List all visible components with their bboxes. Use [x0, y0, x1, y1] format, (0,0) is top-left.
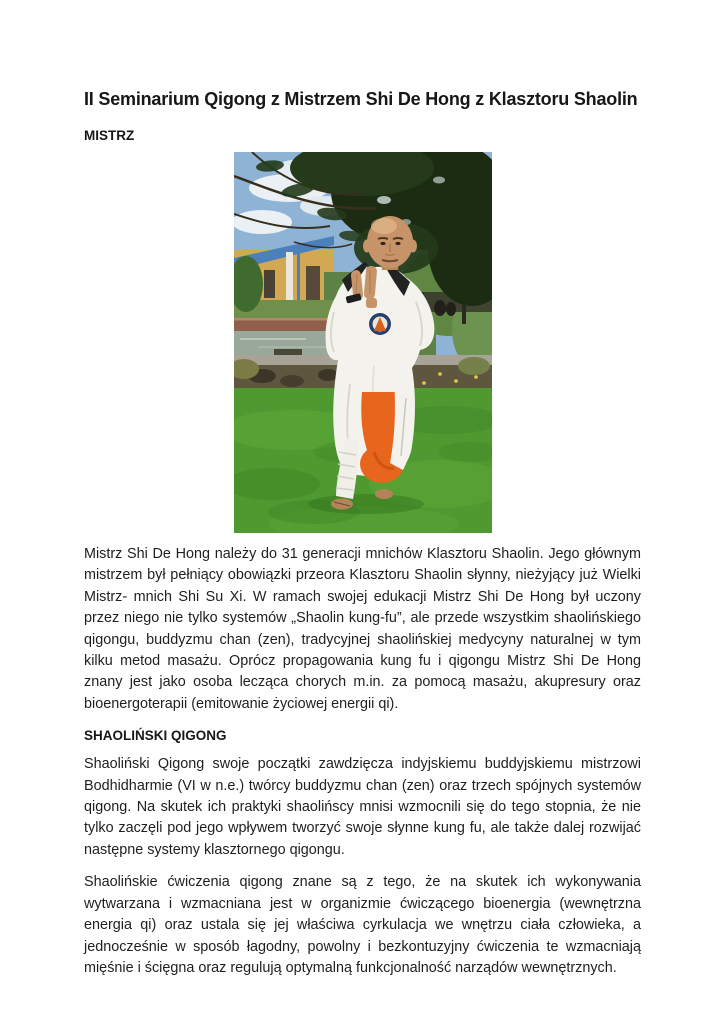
master-photo: [234, 152, 492, 533]
master-photo-figure: [84, 152, 641, 533]
paragraph-qigong-origins: Shaoliński Qigong swoje początki zawdzięcza indyjskiemu buddyjskiemu mistrzowi Bodhidharmie (VI w n.e.) twórcy buddyzmu chan (zen) oraz trzech spójnych systemów qigong. Na skutek ich praktyki shaolińscy mnisi wzmocnili się do tego stopnia, że nie tylko zaczęli pod jego wpływem tworzyć swoje słynne kung fu, ale także dalej rozwijać następne systemy klasztornego qigongu.: [84, 756, 641, 858]
page-title: II Seminarium Qigong z Mistrzem Shi De Hong z Klasztoru Shaolin: [84, 89, 638, 109]
paragraph-master-bio: Mistrz Shi De Hong należy do 31 generacji mnichów Klasztoru Shaolin. Jego głównym mistrzem był pełniący obowiązki przeora Klasztoru Shaolin słynny, nieżyjący już Wielki Mistrz- mnich Shi Su Xi. W ramach swojej edukacji Mistrz Shi De Hong był uczony przez niego nie tylko systemów „Shaolin kung-fu”, ale przede wszystkim shaolińskiego qigongu, buddyzmu chan (zen), tradycyjnej shaolińskiej medycyny naturalnej w tym kilku metod masażu. Oprócz propagowania kung fu i qigongu Mistrz Shi De Hong znany jest jako osoba lecząca chorych m.in. za pomocą masażu, akupresury oraz bioenergoterapii (emitowanie życiowej energii qi).: [84, 546, 641, 712]
paragraph-qigong-effects: Shaolińskie ćwiczenia qigong znane są z tego, że na skutek ich wykonywania wytwarzana i wzmacniana jest w organizmie ćwiczącego bioenergia (wewnętrzna energia qi) oraz ustala się jej właściwa cyrkulacja we wnętrzu ciała człowieka, a jednocześnie w sposób łagodny, powolny i bezkontuzyjny ćwiczenia te wzmacniają mięśnie i ścięgna oraz regulują optymalną funkcjonalność narządów wewnętrznych.: [84, 874, 641, 976]
section-heading-shaolinski-qigong: SHAOLIŃSKI QIGONG: [84, 728, 227, 744]
section-heading-mistrz: MISTRZ: [84, 128, 135, 143]
